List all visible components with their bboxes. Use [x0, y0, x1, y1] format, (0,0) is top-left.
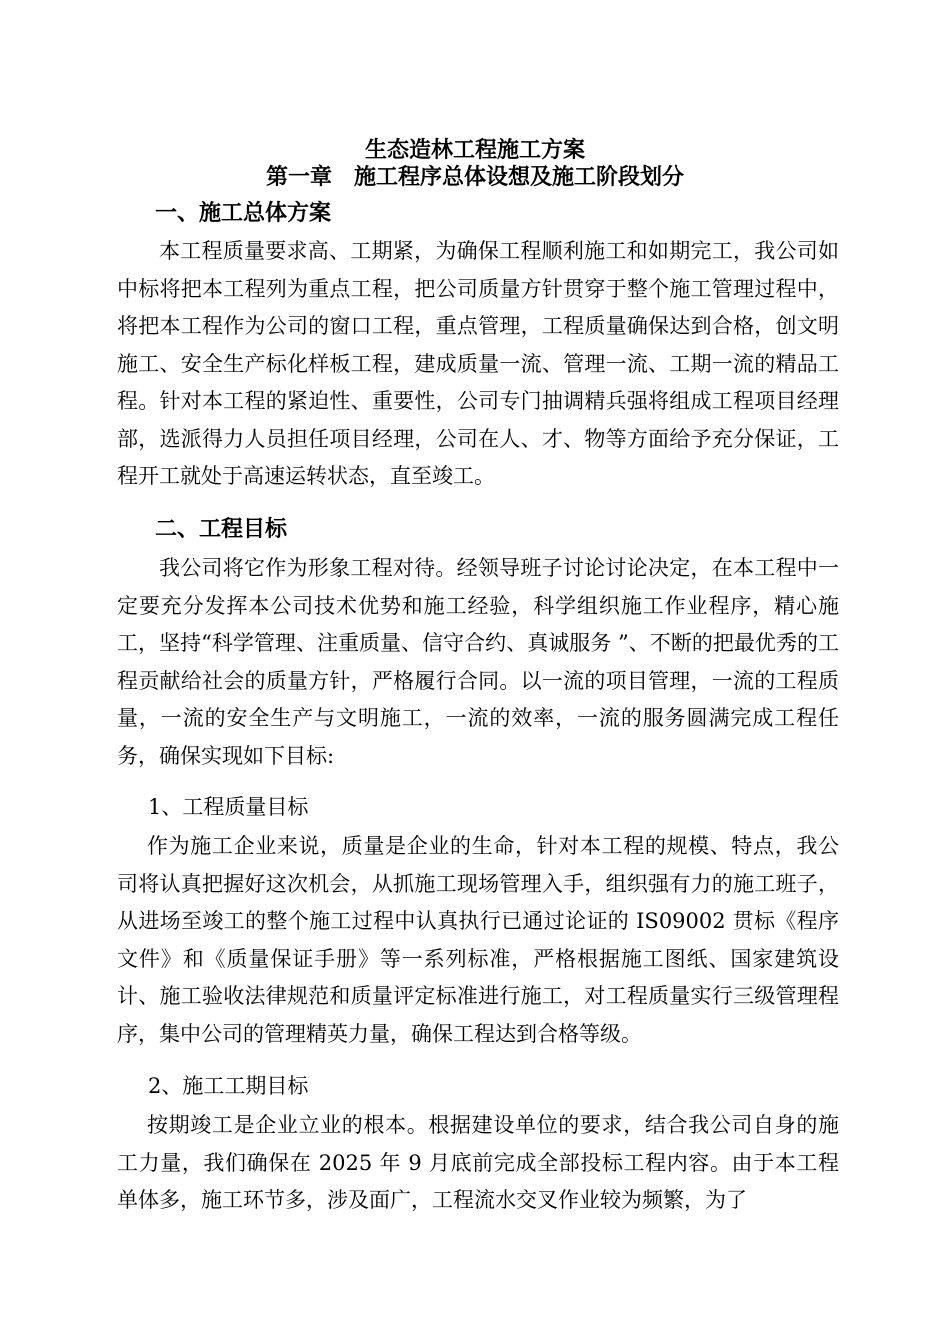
paragraph-schedule-goal: 按期竣工是企业立业的根本。根据建设单位的要求，结合我公司自身的施工力量，我们确保在 2025 年 9 月底前完成全部投标工程内容。由于本工程单体多，施工环节多，涉及面广，工程流水交叉作业较为频繁，为了 [117, 1113, 839, 1212]
section-heading-overall-plan: 一、施工总体方案 [155, 200, 332, 226]
subsection-heading-schedule-goal: 2、施工工期目标 [148, 1074, 309, 1098]
section-heading-project-goals: 二、工程目标 [155, 516, 288, 542]
paragraph-quality-goal: 作为施工企业来说，质量是企业的生命，针对本工程的规模、特点，我公司将认真把握好这次机会，从抓施工现场管理入手，组织强有力的施工班子，从进场至竣工的整个施工过程中认真执行已通过论证的 IS09002 贯标《程序文件》和《质量保证手册》等一系列标准，严格根据施工图纸、国家建筑设计、施工验收法律规范和质量评定标准进行施工，对工程质量实行三级管理程序，集中公司的管理精英力量，确保工程达到合格等级。 [117, 834, 839, 1046]
paragraph-overall-plan: 本工程质量要求高、工期紧，为确保工程顺利施工和如期完工，我公司如中标将把本工程列为重点工程，把公司质量方针贯穿于整个施工管理过程中，将把本工程作为公司的窗口工程，重点管理，工程质量确保达到合格，创文明施工、安全生产标化样板工程，建成质量一流、管理一流、工期一流的精品工程。针对本工程的紧迫性、重要性，公司专门抽调精兵强将组成工程项目经理部，选派得力人员担任项目经理，公司在人、才、物等方面给予充分保证，工程开工就处于高速运转状态，直至竣工。 [117, 239, 839, 488]
subsection-heading-quality-goal: 1、工程质量目标 [148, 795, 309, 819]
document-title: 生态造林工程施工方案 [364, 137, 585, 163]
chapter-title: 第一章 施工程序总体设想及施工阶段划分 [265, 164, 684, 190]
paragraph-project-goals: 我公司将它作为形象工程对待。经领导班子讨论讨论决定，在本工程中一定要充分发挥本公司技术优势和施工经验，科学组织施工作业程序，精心施工，坚持“科学管理、注重质量、信守合约、真诚服务 ”、不断的把最优秀的工程贡献给社会的质量方针，严格履行合同。以一流的项目管理，一流的工程质量，一流的安全生产与文明施工，一流的效率，一流的服务圆满完成工程任务，确保实现如下目标: [117, 556, 839, 768]
